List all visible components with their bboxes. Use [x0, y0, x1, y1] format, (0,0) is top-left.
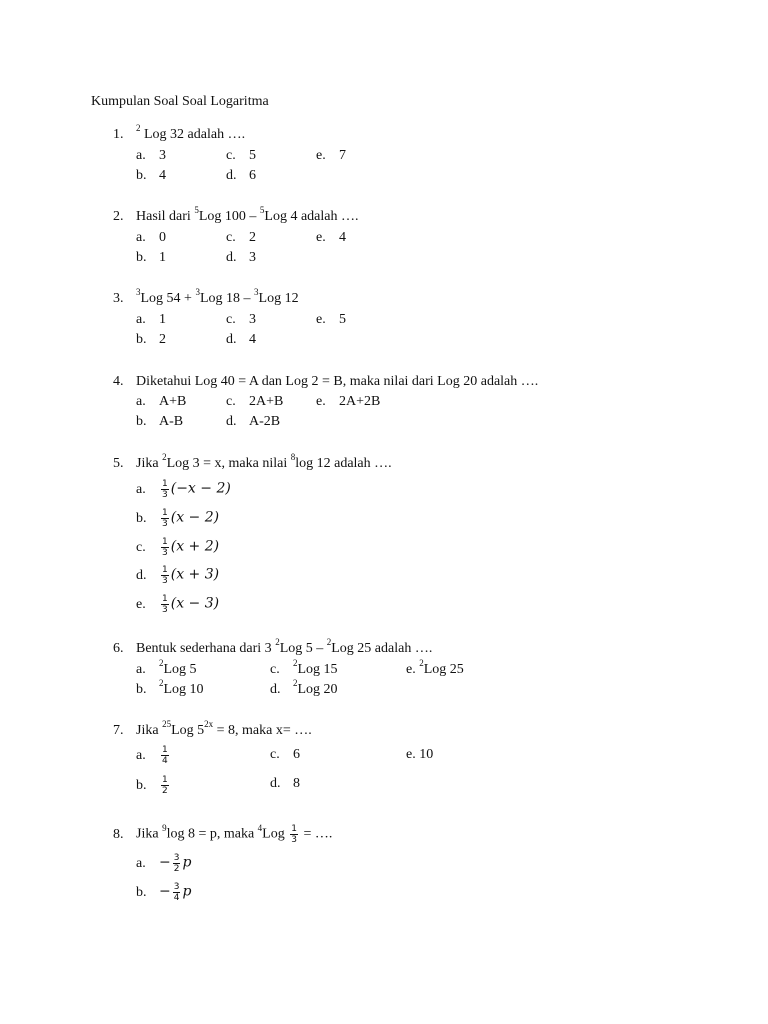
- text-q5-num: 5.: [113, 456, 124, 471]
- text-q6-d-v: Log 20: [297, 682, 338, 697]
- text-q5-frac_d: 3: [162, 548, 168, 558]
- text-q7-mid: Log 5: [171, 723, 205, 738]
- text-q8-sup2: 4: [257, 823, 263, 834]
- text-q4-e-l: e.: [316, 394, 326, 409]
- text-q7-a-d: 4: [162, 756, 168, 766]
- q1-option-c: [226, 147, 256, 165]
- text-q3-b-l: b.: [136, 332, 147, 347]
- question-8: [113, 824, 733, 845]
- text-q3-a-l: a.: [136, 312, 146, 327]
- text-q1-d-l: d.: [226, 168, 237, 183]
- text-q3-num: 3.: [113, 291, 124, 306]
- text-q1-sup1: 2: [136, 123, 141, 134]
- q2-option-b: [136, 249, 166, 267]
- text-q8-b-sign: −: [159, 883, 171, 900]
- text-q4-a-v: A+B: [159, 394, 187, 409]
- text-q3-t2: Log 18 –: [199, 291, 255, 306]
- text-q5-frac_d: 3: [162, 490, 168, 500]
- text-q1-d-v: 6: [249, 168, 256, 183]
- text-q3-sup2: 3: [195, 287, 200, 298]
- text-q5-b-l: b.: [136, 510, 147, 526]
- text-q8-post: = ….: [299, 826, 333, 842]
- text-q6-e-v: Log 25: [423, 662, 464, 677]
- text-q2-pre: Hasil dari: [136, 209, 195, 224]
- text-q5-frac_d: 3: [162, 519, 168, 529]
- text-q3-c-v: 3: [249, 312, 256, 327]
- text-q5-frac_d: 3: [162, 576, 168, 586]
- text-q5-frac_n: 1: [162, 594, 168, 604]
- text-q5-sup1: 2: [162, 452, 167, 463]
- q4-option-a: [136, 393, 186, 411]
- text-q2-e-l: e.: [316, 230, 326, 245]
- text-q3-sup1: 3: [136, 287, 141, 298]
- text-q8-a-d: 2: [173, 864, 180, 874]
- text-q5-d-l: d.: [136, 567, 147, 583]
- text-q7-post: = 8, maka x= ….: [213, 723, 312, 738]
- q5-option-c: [136, 537, 219, 558]
- text-q8-pre: Jika: [136, 826, 163, 842]
- text-q4-text: Diketahui Log 40 = A dan Log 2 = B, maka nilai dari Log 20 adalah ….: [136, 374, 539, 389]
- text-q3-d-v: 4: [249, 332, 256, 347]
- text-q2-num: 2.: [113, 209, 124, 224]
- q7-option-d: [270, 775, 300, 793]
- text-q6-a-v: Log 5: [163, 662, 197, 677]
- text-q7-num: 7.: [113, 723, 124, 738]
- text-q5-mid: Log 3 = x, maka nilai: [166, 456, 291, 471]
- q6-option-c: [270, 658, 338, 679]
- text-q7-sup1: 25: [162, 719, 172, 730]
- text-q6-sup2: 2: [326, 637, 332, 648]
- q7-option-e: [406, 746, 433, 764]
- text-q5-a-v: (−x − 2): [170, 480, 231, 497]
- text-q1-c-v: 5: [249, 148, 256, 163]
- text-q4-b-l: b.: [136, 414, 147, 429]
- text-q6-d-l: d.: [270, 682, 281, 697]
- text-q5-sup2: 8: [290, 452, 296, 463]
- text-q7-b-l: b.: [136, 777, 147, 793]
- text-q8-fn: 1: [291, 824, 297, 834]
- q6-option-e: [406, 658, 464, 679]
- text-q5-pre: Jika: [136, 456, 163, 471]
- text-q7-d-l: d.: [270, 776, 281, 791]
- text-q8-sup1: 9: [162, 823, 167, 834]
- text-q2-d-l: d.: [226, 250, 237, 265]
- question-6: [113, 637, 733, 658]
- text-q8-a-l: a.: [136, 855, 146, 871]
- text-q5-frac_n: 1: [162, 508, 168, 518]
- text-q6-a-l: a.: [136, 662, 146, 677]
- text-q5-b-v: (x − 2): [170, 509, 220, 526]
- text-q7-e-l: e.: [406, 747, 416, 762]
- text-q6-base: 2: [159, 658, 164, 669]
- fraction: [161, 775, 169, 796]
- text-q2-c-v: 2: [249, 230, 256, 245]
- text-q2-mid: Log 100 –: [198, 209, 260, 224]
- text-q6-sup1: 2: [275, 637, 280, 648]
- text-q4-d-v: A-2B: [249, 414, 281, 429]
- q5-option-a: [136, 479, 231, 500]
- q7-option-c: [270, 746, 300, 764]
- text-q8-mid2: Log: [262, 826, 289, 842]
- text-q8-b-var: p: [182, 883, 192, 900]
- q4-option-e: [316, 393, 380, 411]
- text-q6-mid: Log 5 –: [279, 641, 327, 656]
- text-q4-d-l: d.: [226, 414, 237, 429]
- fraction: [290, 824, 298, 845]
- q1-option-d: [226, 167, 256, 185]
- q1-option-e: [316, 147, 346, 165]
- text-q8-a-sign: −: [159, 854, 171, 871]
- q1-option-a: [136, 147, 166, 165]
- text-q3-t1: Log 54 +: [140, 291, 196, 306]
- text-q6-num: 6.: [113, 641, 124, 656]
- text-q6-base: 2: [159, 678, 164, 689]
- q3-option-e: [316, 311, 346, 329]
- q6-option-b: [136, 678, 204, 699]
- text-q2-b-v: 1: [159, 250, 166, 265]
- text-q6-c-v: Log 15: [297, 662, 338, 677]
- text-q5-e-v: (x − 3): [170, 595, 220, 612]
- text-q2-a-l: a.: [136, 230, 146, 245]
- text-q7-b-n: 1: [162, 775, 168, 785]
- text-q7-e-v: 10: [419, 747, 434, 762]
- question-3: [113, 287, 733, 308]
- question-1: [113, 123, 733, 144]
- fraction: [161, 479, 169, 500]
- text-q6-base: 2: [419, 658, 424, 669]
- q2-option-e: [316, 229, 346, 247]
- text-q4-e-v: 2A+2B: [339, 394, 381, 409]
- text-q5-a-l: a.: [136, 481, 146, 497]
- text-q5-frac_n: 1: [162, 537, 168, 547]
- text-q5-frac_d: 3: [162, 605, 168, 615]
- q1-option-b: [136, 167, 166, 185]
- text-q3-e-l: e.: [316, 312, 326, 327]
- text-q5-e-l: e.: [136, 596, 146, 612]
- question-2: [113, 205, 733, 226]
- text-q2-d-v: 3: [249, 250, 256, 265]
- text-q5-d-v: (x + 3): [170, 566, 220, 583]
- q2-option-a: [136, 229, 166, 247]
- text-q7-c-v: 6: [293, 747, 300, 762]
- text-q3-c-l: c.: [226, 312, 236, 327]
- text-q8-num: 8.: [113, 826, 124, 842]
- text-q1-num: 1.: [113, 127, 124, 142]
- text-q3-sup3: 3: [254, 287, 259, 298]
- text-q6-c-l: c.: [270, 662, 280, 677]
- text-q2-sup2: 5: [259, 205, 265, 216]
- text-q6-base: 2: [293, 678, 298, 689]
- text-q2-e-v: 4: [339, 230, 346, 245]
- text-q3-b-v: 2: [159, 332, 166, 347]
- text-q2-b-l: b.: [136, 250, 147, 265]
- text-q5-c-l: c.: [136, 539, 146, 555]
- text-q7-d-v: 8: [293, 776, 300, 791]
- text-q1-b-l: b.: [136, 168, 147, 183]
- fraction: [161, 537, 169, 558]
- text-q7-a-l: a.: [136, 747, 146, 763]
- q2-option-d: [226, 249, 256, 267]
- q8-option-a: [136, 853, 191, 874]
- q2-option-c: [226, 229, 256, 247]
- text-q1-e-v: 7: [339, 148, 346, 163]
- question-4: [113, 373, 733, 391]
- q7-option-b: [136, 775, 171, 796]
- text-q6-e-l: e.: [406, 662, 416, 677]
- question-7: [113, 719, 733, 740]
- q4-option-c: [226, 393, 283, 411]
- q3-option-b: [136, 331, 166, 349]
- fraction: [161, 565, 169, 586]
- text-q8-mid: log 8 = p, maka: [166, 826, 258, 842]
- text-q6-base: 2: [293, 658, 298, 669]
- text-q1-a-l: a.: [136, 148, 146, 163]
- text-q3-e-v: 5: [339, 312, 346, 327]
- text-q4-num: 4.: [113, 374, 124, 389]
- text-q7-b-d: 2: [162, 786, 168, 796]
- text-q7-c-l: c.: [270, 747, 280, 762]
- text-q1-a-v: 3: [159, 148, 166, 163]
- document-title: Kumpulan Soal Soal Logaritma: [91, 94, 269, 109]
- q6-option-d: [270, 678, 338, 699]
- q5-option-b: [136, 508, 219, 529]
- q7-option-a: [136, 745, 171, 766]
- text-q6-pre: Bentuk sederhana dari 3: [136, 641, 276, 656]
- q4-option-d: [226, 413, 280, 431]
- text-q4-b-v: A-B: [159, 414, 184, 429]
- text-q5-frac_n: 1: [162, 479, 168, 489]
- text-q8-b-l: b.: [136, 884, 147, 900]
- text-q8-a-n: 3: [173, 853, 180, 863]
- fraction: [173, 853, 181, 874]
- q8-option-b: [136, 882, 191, 903]
- text-q2-a-v: 0: [159, 230, 166, 245]
- text-q5-frac_n: 1: [162, 565, 168, 575]
- text-q5-post: log 12 adalah ….: [295, 456, 392, 471]
- text-q6-b-l: b.: [136, 682, 147, 697]
- text-q6-b-v: Log 10: [163, 682, 204, 697]
- text-q7-pre: Jika: [136, 723, 163, 738]
- text-q5-c-v: (x + 2): [170, 538, 220, 555]
- text-q8-a-var: p: [182, 854, 192, 871]
- q3-option-c: [226, 311, 256, 329]
- text-q4-c-l: c.: [226, 394, 236, 409]
- text-q2-c-l: c.: [226, 230, 236, 245]
- q6-option-a: [136, 658, 197, 679]
- fraction: [161, 508, 169, 529]
- q5-option-e: [136, 594, 219, 615]
- q5-option-d: [136, 565, 219, 586]
- text-q3-a-v: 1: [159, 312, 166, 327]
- text-q4-a-l: a.: [136, 394, 146, 409]
- text-q8-b-n: 3: [173, 882, 180, 892]
- question-5: [113, 452, 733, 473]
- text-q7-sup2: 2x: [204, 719, 214, 730]
- text-q4-c-v: 2A+B: [249, 394, 284, 409]
- text-q1-b-v: 4: [159, 168, 166, 183]
- text-q3-t3: Log 12: [258, 291, 299, 306]
- text-q2-sup1: 5: [194, 205, 199, 216]
- fraction: [161, 745, 169, 766]
- text-q2-post: Log 4 adalah ….: [264, 209, 359, 224]
- text-q6-post: Log 25 adalah ….: [331, 641, 433, 656]
- text-q1-text: Log 32 adalah ….: [140, 127, 246, 142]
- text-q8-fd: 3: [291, 835, 297, 845]
- q3-option-d: [226, 331, 256, 349]
- q4-option-b: [136, 413, 183, 431]
- text-q7-a-n: 1: [162, 745, 168, 755]
- fraction: [161, 594, 169, 615]
- text-q1-e-l: e.: [316, 148, 326, 163]
- text-q3-d-l: d.: [226, 332, 237, 347]
- fraction: [173, 882, 181, 903]
- q3-option-a: [136, 311, 166, 329]
- text-q1-c-l: c.: [226, 148, 236, 163]
- text-q8-b-d: 4: [173, 893, 180, 903]
